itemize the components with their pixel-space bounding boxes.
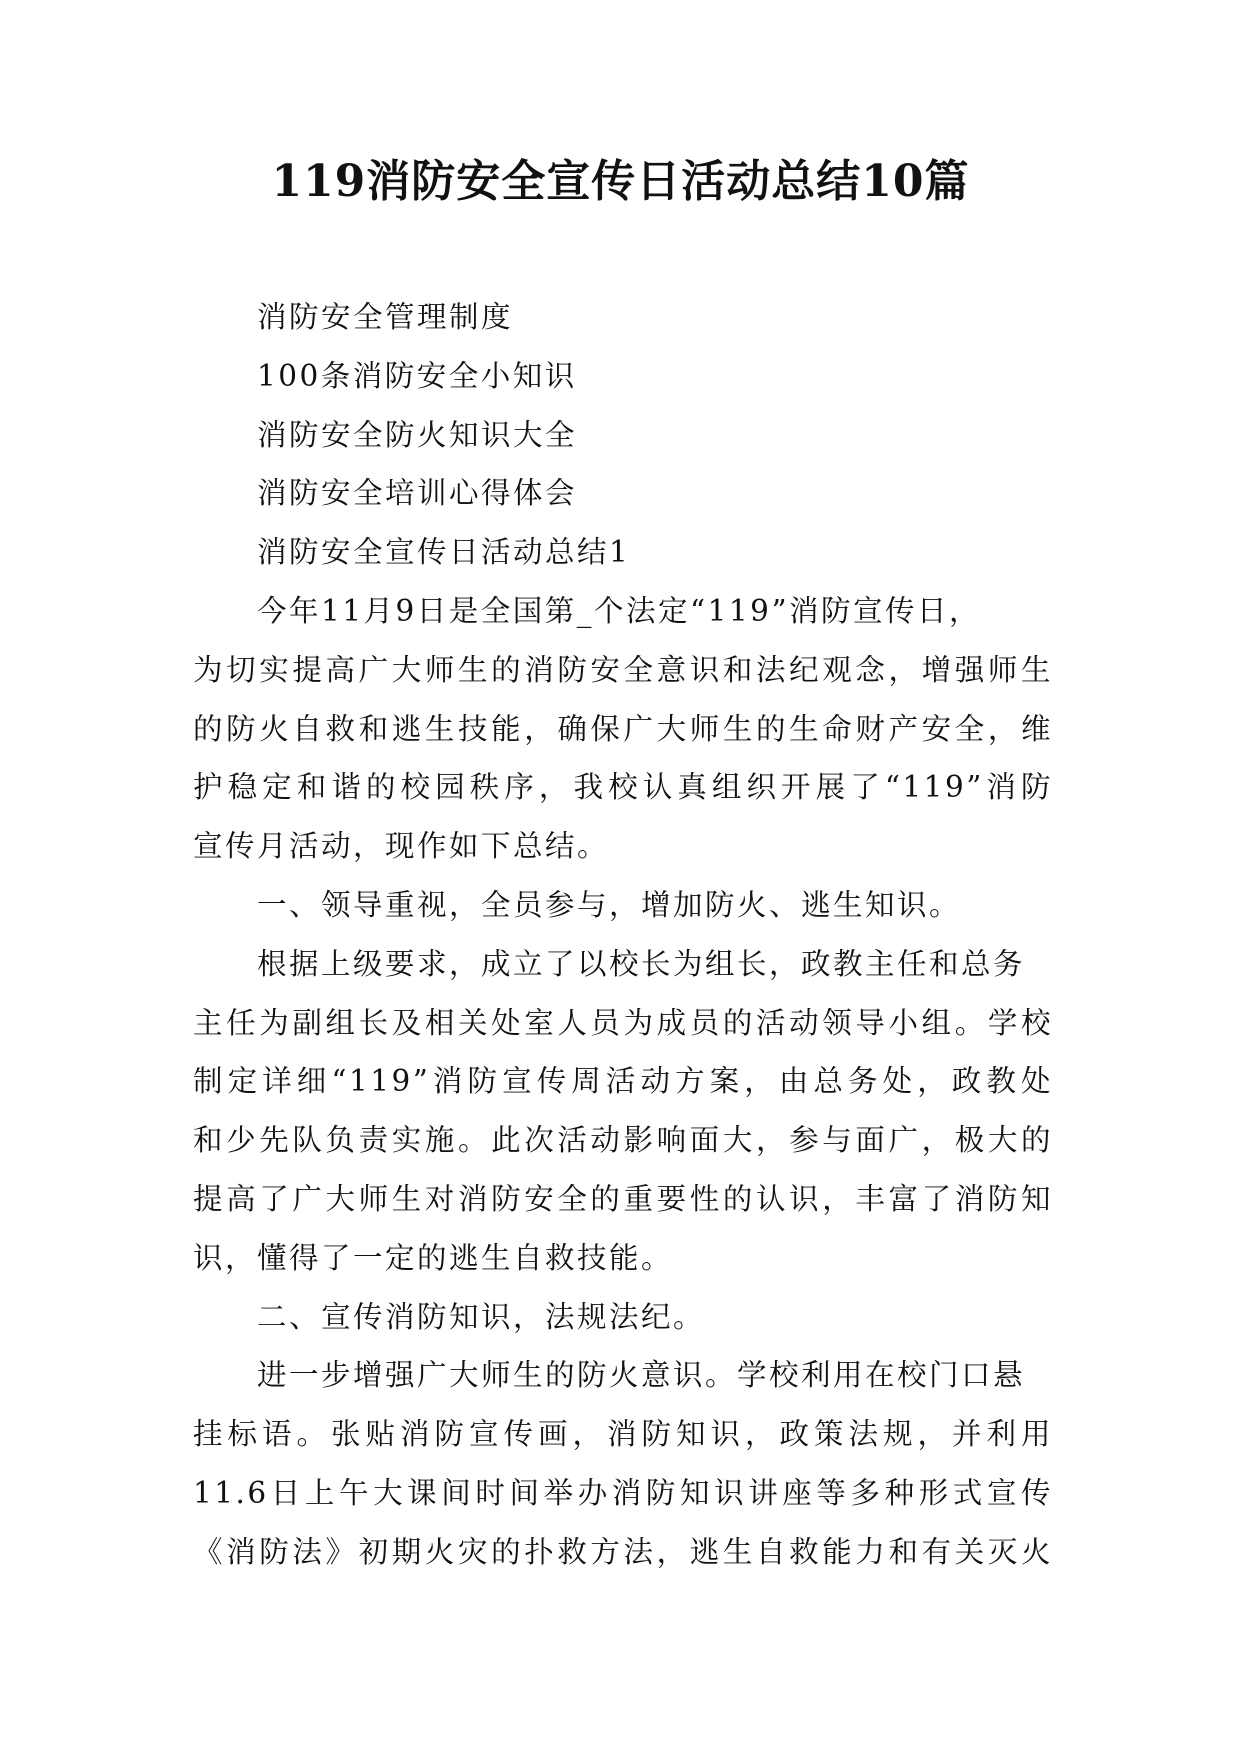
paragraph-line: 提高了广大师生对消防安全的重要性的认识，丰富了消防知 [193,1181,1053,1216]
paragraph-line: 的防火自救和逃生技能，确保广大师生的生命财产安全，维 [193,711,1053,746]
document-title: 119消防安全宣传日活动总结10篇 [271,156,970,207]
paragraph-line: 挂标语。张贴消防宣传画，消防知识，政策法规，并利用 [193,1417,1053,1452]
document-body [193,288,1053,1582]
subheading-publicity: 二、宣传消防知识，法规法纪。 [257,1299,706,1334]
paragraph-line: 11.6日上午大课间时间举办消防知识讲座等多种形式宣传 [193,1475,1053,1510]
paragraph-line: 制定详细“119”消防宣传周活动方案，由总务处，政教处 [193,1064,1053,1099]
section-heading-summary-1: 消防安全宣传日活动总结1 [257,535,631,570]
paragraph-line: 今年11月9日是全国第_个法定“119”消防宣传日， [257,593,982,628]
paragraph-line: 主任为副组长及相关处室人员为成员的活动领导小组。学校 [193,1005,1053,1040]
related-link-fire-safety-rules: 消防安全管理制度 [257,300,514,334]
paragraph-line: 为切实提高广大师生的消防安全意识和法纪观念，增强师生 [193,652,1053,687]
paragraph-line: 进一步增强广大师生的防火意识。学校利用在校门口悬 [257,1358,1026,1393]
related-link-fire-prevention-knowledge: 消防安全防火知识大全 [257,417,578,452]
related-link-100-tips: 100条消防安全小知识 [257,358,577,393]
paragraph-line: 根据上级要求，成立了以校长为组长，政教主任和总务 [257,946,1026,981]
paragraph-line: 宣传月活动，现作如下总结。 [193,829,610,864]
related-link-training-reflections: 消防安全培训心得体会 [257,476,578,511]
paragraph-line: 《消防法》初期火灾的扑救方法，逃生自救能力和有关灭火 [193,1534,1053,1569]
paragraph-line: 识，懂得了一定的逃生自救技能。 [193,1240,674,1275]
paragraph-line: 护稳定和谐的校园秩序，我校认真组织开展了“119”消防 [193,770,1053,805]
subheading-leadership: 一、领导重视，全员参与，增加防火、逃生知识。 [257,887,962,922]
paragraph-line: 和少先队负责实施。此次活动影响面大，参与面广，极大的 [193,1123,1053,1158]
